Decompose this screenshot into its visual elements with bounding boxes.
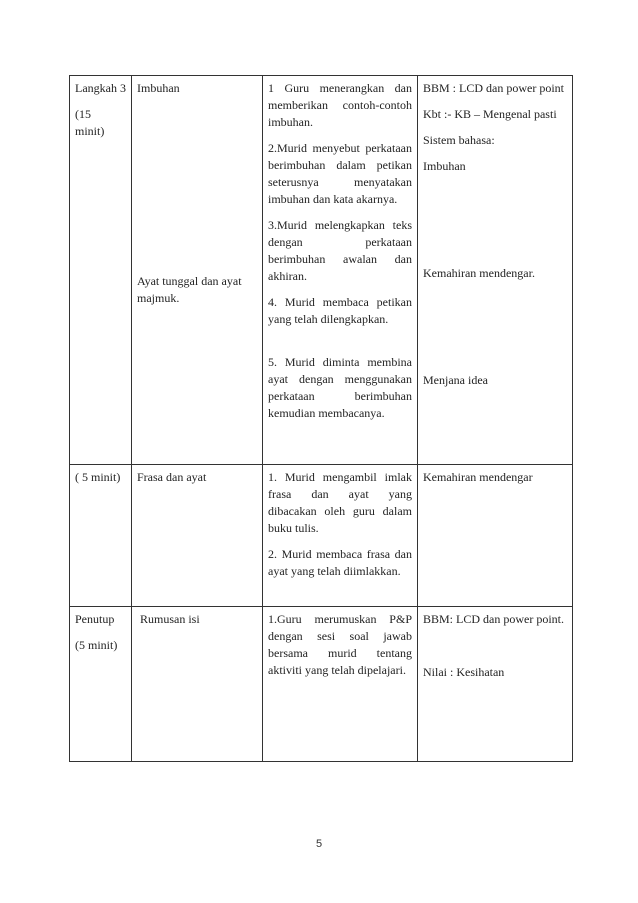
note-item: Kbt :- KB – Mengenal pasti xyxy=(423,107,557,121)
notes-cell xyxy=(418,607,573,762)
content-topic: Imbuhan xyxy=(137,81,180,95)
activity-step: 3.Murid melengkapkan teks dengan perkataan berimbuhan awalan dan akhiran. xyxy=(268,218,412,283)
stage-cell xyxy=(70,465,132,607)
activity-step: 1.Guru merumuskan P&P dengan sesi soal jawab bersama murid tentang aktiviti yang telah dipelajari. xyxy=(268,612,412,677)
activity-cell xyxy=(263,607,418,762)
activity-step: 1 Guru menerangkan dan memberikan contoh-contoh imbuhan. xyxy=(268,81,412,129)
note-item: Kemahiran mendengar. xyxy=(423,266,535,280)
notes-cell xyxy=(418,76,573,465)
content-cell xyxy=(132,76,263,465)
activity-step: 5. Murid diminta membina ayat dengan menggunakan perkataan berimbuhan kemudian membacanya. xyxy=(268,355,412,420)
content-topic: Ayat tunggal dan ayat majmuk. xyxy=(137,274,242,305)
content-topic: Frasa dan ayat xyxy=(137,470,207,484)
content-cell xyxy=(132,465,263,607)
lesson-plan-table xyxy=(69,75,573,762)
table-row xyxy=(70,76,573,465)
activity-cell xyxy=(263,465,418,607)
note-item: Menjana idea xyxy=(423,373,488,387)
note-item: Nilai : Kesihatan xyxy=(423,665,505,679)
note-item: BBM : LCD dan power point xyxy=(423,81,564,95)
note-item: BBM: LCD dan power point. xyxy=(423,612,564,626)
page-number: 5 xyxy=(315,838,323,850)
content-cell xyxy=(132,607,263,762)
stage-duration: (5 minit) xyxy=(75,638,118,652)
notes-cell xyxy=(418,465,573,607)
stage-label: Langkah 3 xyxy=(75,81,126,95)
content-topic: Rumusan isi xyxy=(137,612,200,626)
stage-duration: ( 5 minit) xyxy=(75,470,121,484)
stage-cell xyxy=(70,76,132,465)
activity-cell xyxy=(263,76,418,465)
table-row xyxy=(70,607,573,762)
stage-label: Penutup xyxy=(75,612,115,626)
note-item: Kemahiran mendengar xyxy=(423,470,533,484)
activity-step: 2.Murid menyebut perkataan berimbuhan dalam petikan seterusnya menyatakan imbuhan dan kata akarnya. xyxy=(268,141,412,206)
note-item: Imbuhan xyxy=(423,159,466,173)
stage-duration: (15 minit) xyxy=(75,107,105,138)
note-item: Sistem bahasa: xyxy=(423,133,495,147)
activity-step: 1. Murid mengambil imlak frasa dan ayat yang dibacakan oleh guru dalam buku tulis. xyxy=(268,470,412,535)
activity-step: 2. Murid membaca frasa dan ayat yang telah diimlakkan. xyxy=(268,547,412,578)
table-row xyxy=(70,465,573,607)
activity-step: 4. Murid membaca petikan yang telah dilengkapkan. xyxy=(268,295,412,326)
stage-cell xyxy=(70,607,132,762)
